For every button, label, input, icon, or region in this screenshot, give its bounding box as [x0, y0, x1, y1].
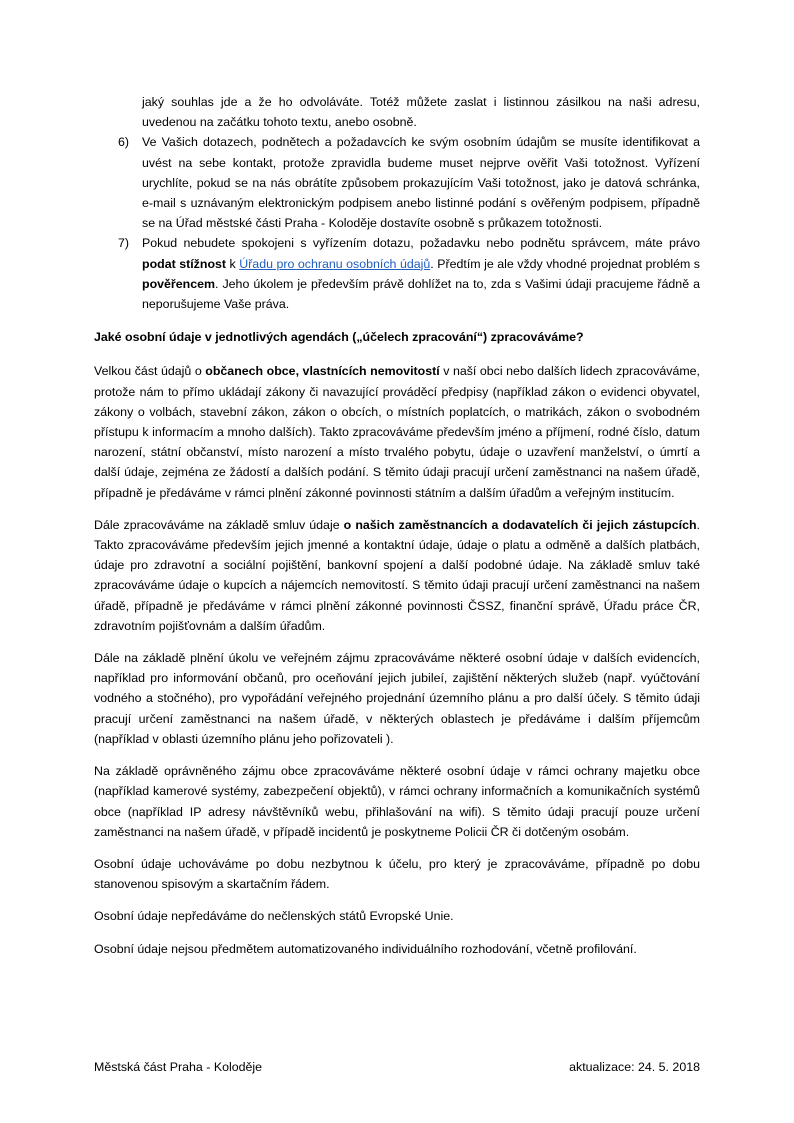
list-item-text: . Jeho úkolem je především právě dohlížet na to, zda s Vašimi údaji pracujeme řádně a neporušujeme Vaše práva.	[142, 276, 700, 312]
section-heading: Jaké osobní údaje v jednotlivých agendách („účelech zpracování“) zpracováváme?	[94, 330, 584, 345]
list-item-text: Pokud nebudete spokojeni s vyřízením dotazu, požadavku nebo podnětu správcem, máte právo	[142, 236, 700, 251]
list-item-continued: jaký souhlas jde a že ho odvoláváte. Totéž můžete zaslat i listinnou zásilkou na naši adresu, uvedenou na začátku tohoto textu, anebo osobně.	[142, 95, 700, 130]
footer-update-date: aktualizace: 24. 5. 2018	[569, 1060, 700, 1074]
list-item-6	[94, 132, 700, 233]
paragraph-citizens	[94, 361, 700, 502]
bold-text-citizens: občanech obce, vlastnících nemovitostí	[205, 364, 440, 379]
paragraph-profiling: Osobní údaje nejsou předmětem automatizovaného individuálního rozhodování, včetně profilování.	[94, 941, 637, 956]
list-item-text: k	[226, 256, 240, 271]
paragraph-text: Dále zpracováváme na základě smluv údaje	[94, 517, 344, 532]
uoou-link[interactable]: Úřadu pro ochranu osobních údajů	[239, 256, 431, 271]
numbered-list	[94, 132, 700, 314]
paragraph-legitimate-interest: Na základě oprávněného zájmu obce zpracováváme některé osobní údaje v rámci ochrany majetku obce (například kamerové systémy, zabezpečení objektů), v rámci ochrany informačních a komunikačních systémů obce (například IP adresy návštěvníků webu, přihlašování na wifi). S těmito údaji pracují pouze určení zaměstnanci na našem úřadě, v případě incidentů je poskytneme Policii ČR či dotčeným osobám.	[94, 764, 700, 839]
footer-organization: Městská část Praha - Koloděje	[94, 1060, 263, 1074]
list-item-text: . Předtím je ale vždy vhodné projednat problém s	[430, 256, 700, 271]
list-number: 6)	[118, 135, 130, 150]
paragraph-retention: Osobní údaje uchováváme po dobu nezbytnou k účelu, pro který je zpracováváme, případně po dobu stanovenou spisovým a skartačním řádem.	[94, 856, 700, 892]
paragraph-text: . Takto zpracováváme především jejich jmenné a kontaktní údaje, údaje o platu a odměně a dalších platbách, údaje pro zdravotní a sociální pojištění, bankovní spojení a další podobné údaje. Na základě smluv také zpracováváme údaje o kupcích a nájemcích nemovitostí. S těmito údaji pracují určení zaměstnanci na našem úřadě, případně je předáváme v rámci plnění zákonné povinnosti ČSSZ, finanční správě, Úřadu práce ČR, zdravotním pojišťovnám a dalším úřadům.	[94, 517, 700, 633]
list-number: 7)	[118, 236, 130, 251]
paragraph-text: v naší obci nebo dalších lidech zpracováváme, protože nám to přímo ukládají zákony či navazující prováděcí předpisy (například zákon o evidenci obyvatel, zákony o volbách, stavební zákon, zákon o obcích, o místních poplatcích, o matrikách, zákon o svobodném přístupu k informacím a mnoho dalších). Takto zpracováváme především jméno a příjmení, rodné číslo, datum narození, státní občanství, místo narození a místo trvalého pobytu, údaje o uzavření manželství, o úmrtí a další údaje, zejména ze žádostí a dalších podání. S těmito údaji pracují určení zaměstnanci na našem úřadě, případně je předáváme v rámci plnění zákonné povinnosti státním a dalším úřadům a veřejným institucím.	[94, 364, 700, 500]
paragraph-text: Velkou část údajů o	[94, 364, 206, 379]
bold-text-officer: pověřencem	[142, 276, 216, 291]
list-item-7	[94, 233, 700, 314]
paragraph-employees	[94, 515, 700, 636]
paragraph-public-interest: Dále na základě plnění úkolu ve veřejném zájmu zpracováváme některé osobní údaje v dalších evidencích, například pro informování občanů, pro oceňování jejich jubileí, zajištění některých služeb (např. vyúčtování vodného a stočného), pro vypořádání veřejného projednání územního plánu a pro další účely. S těmito údaji pracují určení zaměstnanci na našem úřadě, v některých oblastech je předáváme i dalším příjemcům (například v oblasti územního plánu jeho pořizovateli ).	[94, 651, 700, 746]
document-body	[94, 92, 700, 971]
paragraph-transfers: Osobní údaje nepředáváme do nečlenských států Evropské Unie.	[94, 909, 454, 924]
bold-text-employees: o našich zaměstnancích a dodavatelích či jejich zástupcích	[343, 517, 697, 532]
list-item-text: Ve Vašich dotazech, podnětech a požadavcích ke svým osobním údajům se musíte identifikovat a uvést na sebe kontakt, protože zpravidla budeme muset nejprve ověřit Vaši totožnost. Vyřízení urychlíte, pokud se na nás obrátíte způsobem prokazujícím Vaši totožnost, jako je datová schránka, e-mail s uznávaným elektronickým podpisem anebo listinné podání s ověřeným podpisem, případně se na Úřad městské části Praha - Koloděje dostavíte osobně s průkazem totožnosti.	[142, 135, 700, 231]
bold-text-complaint: podat stížnost	[142, 256, 227, 271]
